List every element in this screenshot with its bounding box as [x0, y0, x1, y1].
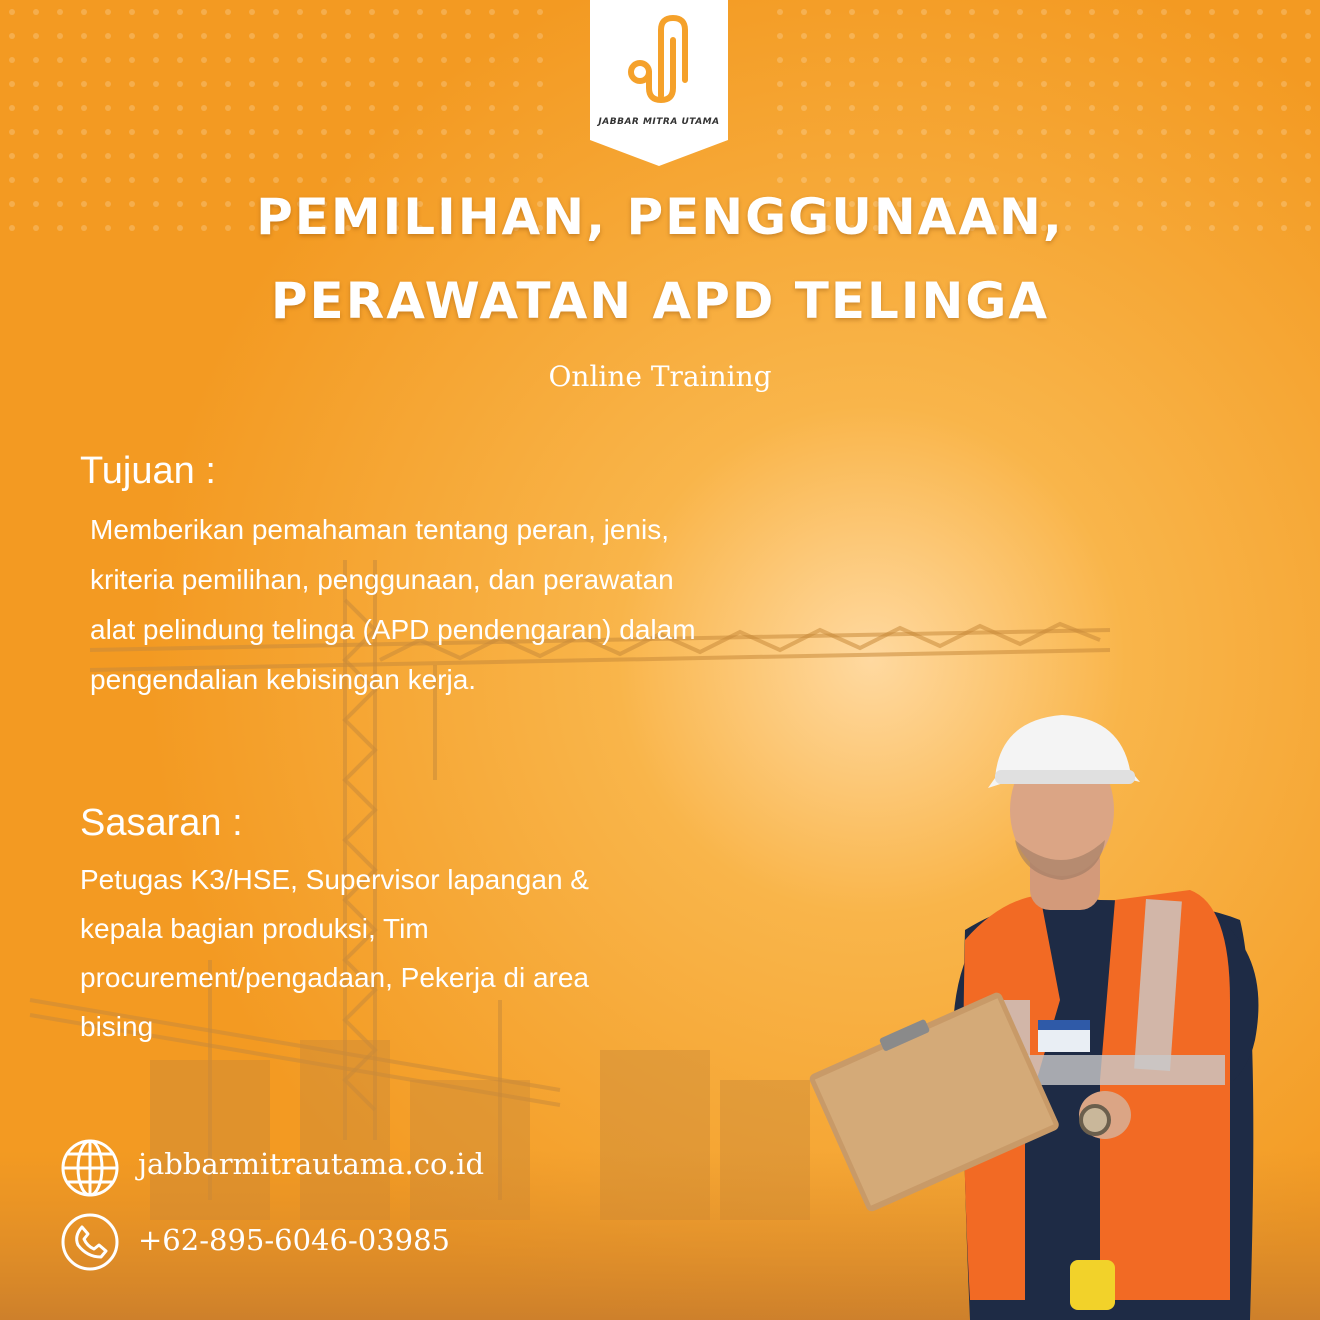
tujuan-line: pengendalian kebisingan kerja.	[90, 664, 477, 695]
title-line-2: PERAWATAN APD TELINGA	[270, 272, 1050, 330]
logo-text: JABBAR MITRA UTAMA	[598, 117, 720, 127]
sasaran-line: Petugas K3/HSE, Supervisor lapangan &	[80, 864, 589, 895]
globe-icon	[60, 1138, 120, 1198]
tujuan-line: alat pelindung telinga (APD pendengaran) dalam	[90, 614, 696, 645]
worker-illustration	[800, 700, 1320, 1320]
wristwatch	[1081, 1106, 1109, 1134]
logo-badge	[590, 0, 728, 166]
sasaran-line: procurement/pengadaan, Pekerja di area	[80, 962, 590, 993]
tujuan-line: kriteria pemilihan, penggunaan, dan perawatan	[90, 564, 674, 595]
tape-measure	[1070, 1260, 1115, 1310]
phone-number[interactable]: +62-895-6046-03985	[138, 1223, 451, 1257]
website-link[interactable]: jabbarmitrautama.co.id	[138, 1147, 485, 1181]
sasaran-heading: Sasaran :	[80, 802, 243, 844]
title-line-1: PEMILIHAN, PENGGUNAAN,	[256, 188, 1064, 246]
sasaran-line: bising	[80, 1011, 154, 1042]
phone-icon	[60, 1212, 120, 1272]
tujuan-heading: Tujuan :	[80, 450, 216, 492]
tujuan-line: Memberikan pemahaman tentang peran, jenis,	[90, 514, 670, 545]
sasaran-line: kepala bagian produksi, Tim	[80, 913, 429, 944]
subtitle: Online Training	[548, 360, 772, 393]
